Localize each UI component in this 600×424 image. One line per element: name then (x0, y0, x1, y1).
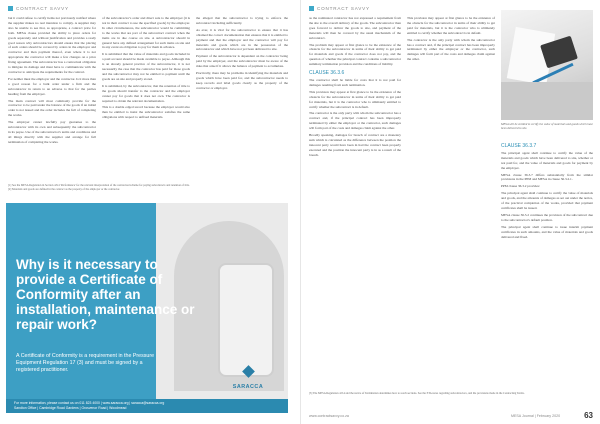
right-footnote: [3] The MESA Regulation 4.8.4 and the notice of Termination determines how to reach sections. See the ETA notes regarding subcontractors, and the provisions made in the Contracting Terms. (309, 392, 525, 395)
paragraph: MESA clause 36.3.7 differs substantially from the similar provisions in the PPM and MESA in clause 36.3.2.1. (501, 172, 593, 182)
paragraph: The employer cannot lawfully pay guarantee to the subcontractor with its own and subsequently the subcontractor in its payee. Use of the subcontractor's terms and conditions and all things directly with the supplier and arrange for full termination of completing the works. (8, 120, 96, 144)
ad-address-line: Sandton Office | Cambridge Road Gardens | Grosvenor Road | Woodmead (14, 406, 127, 410)
paragraph: The contractor is the only party with whom the subcontractor has a contract and, if the principal contract has been improperly terminated by either the employer or the contractor, such damages will form part of the costs and damages claim against the other. (309, 111, 401, 131)
square-marker-icon (309, 6, 314, 11)
footnote: [1] See the MESA Regulation in Section 4.8.4 'Performance' for the relevant interpretation of the contractual scheme for paying subcontracts and retention of title. (8, 184, 190, 187)
calculator-photo (501, 10, 593, 120)
paragraph: Practically, there may be problems in identifying the materials and goods which have been paid for, and the subcontractor needs to keep records and label goods clearly as the property of the contractor or employer. (196, 71, 288, 90)
paragraph: It is submitted, by the subcontractor, that the retention of title to the goods should transfer to the contractor and the employer cannot pay for goods that it does not own. The contractor is required to obtain the relevant documentation. (102, 83, 190, 103)
paragraph: MESA clause 36.3.2 continues the provision of the subcontract due to the subcontractor's default position. (501, 212, 593, 222)
paragraph: the alleged that the subcontractor is trying to enforce the subcontract including sufficiently. (196, 16, 288, 25)
left-column-1 (8, 16, 96, 147)
paragraph: The principal agent shall continue to certify the value of the materials and goods which have been delivered to site, whether or not paid for, and the value of materials and goods for payment by the employer. (501, 150, 593, 170)
ad-contact-line[interactable]: For more information, please contact us on 011 823 4000 | www.saracca.org | saracca@saracca.org (14, 401, 165, 405)
paragraph: The principal agent shall continue to certify the value of materials and goods, and the amounts of damages as set out under the notice, of the practical completion of the works, provided that payment certificates shall be issued. (501, 191, 593, 210)
saracca-cube-icon (242, 365, 255, 378)
paragraph: of the subcontractor's order and direct sale to the employer (it is not in their contract to use the specified goods) by the employer. In other circumstances, the subcontractor would be committing to the works that are part of the subcontract contract when the items are in due course on site. A subcontractor should in general have any defined arrangement for such items on site and in any event an obligation to pay for them in advance. (102, 16, 190, 50)
right-page (300, 0, 600, 424)
ad-headline: Why is it necessary to provide a Certificate of Conformity after an installation, maintenance or repair work? (16, 257, 195, 332)
left-column-3 (196, 16, 288, 93)
brand-name: SARACCA (232, 384, 264, 390)
paragraph: For neither must the employer and the contractor. Is it more than a good reason for a bulk order under a firm and the subcontractor in return to an adverse to that for the parties heading from the employer. (8, 76, 96, 96)
paragraph: The main contract will most commonly provide for the contractor to be paid under the balance of the goods if an initial order is not issued and the order includes the full of completing the works. (8, 98, 96, 118)
saracca-advertisement[interactable] (6, 203, 288, 413)
page-number: 63 (584, 411, 593, 420)
paragraph: This provision may appear at first glance to be the existence of the obstacle for the subcontractor in terms of their ability to get paid for materials, but it is the contractor who is ultimately entitled to certify whether the subcontract is in default. (309, 89, 401, 109)
paragraph: The contractor shall be liable for costs that it is not paid for damages resulting from such termination. (309, 77, 401, 87)
left-column-2 (102, 16, 190, 122)
right-column-3 (501, 140, 593, 241)
section-tag: CONTRACT SAVVY (8, 6, 69, 11)
right-column-2 (407, 16, 495, 64)
footnote: [2] Materials and goods are defined in the contract as the property of the employer or the contractor. (8, 187, 120, 191)
ad-body-text: A Certificate of Conformity is a requirement in the Pressure Equipment Regulation 17 (3) and must be signed by a registered practitioner. (16, 353, 155, 373)
paragraph: Payment of the subcontractor is dependent on the contractor being paid by the employer, and the subcontractor must be aware of the risks that arise if it allows the balance of payment to accumulate. (196, 54, 288, 69)
paragraph: The principal agent shall continue to issue interim payment certificates in such amounts, and the value of materials and goods delivered and fixed. (501, 224, 593, 239)
paragraph: This provision may appear at first glance to be the existence of the obstacle for the subcontractor in terms of their ability to get paid for materials, but it is the contractor who is ultimately entitled to certify whether the subcontract is in default. (407, 16, 495, 35)
photo-caption: MESA will be entitled to certify the value of materials and goods which have been delivered to site. (501, 122, 594, 130)
section-tag: CONTRACT SAVVY (309, 6, 370, 11)
paragraph: as the nominated contractor has not expressed a requirement from the site to the overall delivery of the goods. The subcontractor then goes forward to deliver the goods to site, and payment of the materials will then be covered by the usual mechanism of the subcontract. (309, 16, 401, 40)
paragraph: PPM clause 36.3.2 provides: (501, 184, 540, 189)
ad-contact-footer (6, 399, 288, 413)
square-marker-icon (8, 6, 13, 11)
paragraph: The contractor is the only party with whom the subcontractor has a contract and, if the principal contract has been improperly terminated by either the employer or the contractor, such damages will form part of the costs and damages claim against the other. (407, 37, 495, 62)
left-footnotes (8, 184, 288, 192)
paragraph: This is a double edged sword because the employer would also then be entitled to insist the subcontractor satisfies the same obligations with respect to unfixed materials. (102, 105, 190, 120)
paragraph: but it could refuse to certify items not previously notified where the supplier makes no real intention to comply. A supplier may also be unable to see that, as appropriate, a contract price for both. MESA clause provided the ability to place orders for goods separately and without justification and provides a ready good reason why subcontractors should ensure that the placing of such orders should be covered by orders in the employer and contractor and then payment thereof, even where it is not appropriate the contractor will make a few changes on a price fixing agreement. The subcontractor has a contractual obligation to mitigate its damage and must have to communicate with the contractor to anticipate the requirements for the contract. (8, 16, 96, 74)
paragraph: It is submitted that the value of materials and goods included in a paid account should be made available to payee. Although this is an already general practice of the subcontractor, it is not necessarily the case that the contractor has paid for those goods and the subcontractor may not be entitled to payment until the goods are on site and properly stored. (102, 52, 190, 81)
saracca-logo[interactable] (218, 363, 278, 389)
paragraph: The problem may appear at first glance to be the existence of the obstacle for the subcontractor in terms of their ability to get paid for materials and goods if the contractor does not pay, and the question of whether the principal contract contains a subcontractor summary termination provision and the conditions of liability. (309, 42, 401, 67)
right-column-1 (309, 16, 401, 160)
paragraph: Broadly speaking, damages for breach of contract are a monetary sum which is calculated as the difference between the position the innocent party would have been in had the contract been properly executed and the position the innocent party is in as a result of the breach. (309, 133, 401, 157)
page-footer-journal: MESA Journal | February 2020 (511, 414, 561, 418)
page-footer-website[interactable]: www.contractsavvy.co.za (309, 414, 349, 418)
clause-heading: CLAUSE 36.3.6 (309, 70, 345, 77)
pressure-vessel-icon (218, 263, 274, 377)
clause-heading: CLAUSE 36.3.7 (501, 143, 537, 149)
desk-surface (501, 82, 593, 120)
paragraph: As ever, it is vital for the subcontractor to ensure that it has obtained the correct documentation that ensures that it is entitled to payment and that the employer and the contractor will pay for materials and goods which are in the possession of the subcontractor and which have not yet been delivered to site. (196, 27, 288, 52)
